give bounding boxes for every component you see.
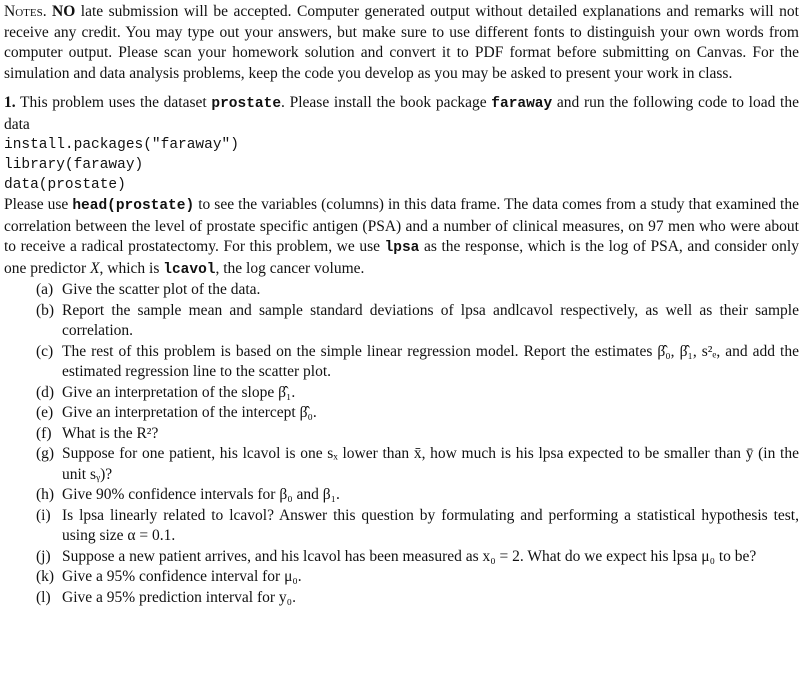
desc-text-e: , the log cancer volume. xyxy=(215,259,365,277)
item-text: Give 90% confidence intervals for β₀ and β₁. xyxy=(62,486,340,503)
problem-description xyxy=(4,195,799,280)
item-label: (a) xyxy=(36,281,54,298)
list-item xyxy=(4,301,799,342)
item-label: (l) xyxy=(36,588,51,606)
problem-number: 1. xyxy=(4,94,16,111)
dataset-name: prostate xyxy=(211,96,282,112)
intro-text-b: . Please install the book package xyxy=(281,94,492,111)
list-item xyxy=(4,280,799,301)
inline-code-lcavol: lcavol xyxy=(163,261,216,278)
code-line: library(faraway) xyxy=(4,157,144,173)
code-line: data(prostate) xyxy=(4,177,126,193)
item-text: Suppose for one patient, his lcavol is one sₓ lower than x̄, how much is his lpsa expected to be smaller than ȳ (in the unit sᵧ)? xyxy=(62,445,799,483)
item-label: (h) xyxy=(36,486,55,503)
list-item xyxy=(4,383,799,404)
predictor-variable: X xyxy=(90,259,100,277)
item-text: Give an interpretation of the slope β̂₁. xyxy=(62,383,296,401)
desc-text-d: , which is xyxy=(99,259,164,277)
item-text: Give a 95% confidence interval for μ₀. xyxy=(62,568,302,585)
desc-text-b: to see the variables (columns) in this data frame. The data comes from a study that examined the correlation between the level of prostate specific antigen (PSA) and a number of clinical measures, on 97 men who were about to receive a radical prostatectomy. For this problem, we use xyxy=(4,196,799,255)
item-text: Give an interpretation of the intercept β̂₀. xyxy=(62,404,317,421)
notes-heading: Notes. xyxy=(4,3,47,20)
item-label: (i) xyxy=(36,506,51,524)
item-text: Give the scatter plot of the data. xyxy=(62,281,261,298)
intro-text-c: and run the following code to load the data xyxy=(4,94,799,133)
desc-text-a: Please use xyxy=(4,196,73,213)
inline-code-head: head(prostate) xyxy=(72,198,195,214)
list-item xyxy=(4,444,799,485)
item-label: (j) xyxy=(36,547,51,565)
item-text: Report the sample mean and sample standard deviations of lpsa andlcavol respectively, as well as their sample correlation. xyxy=(62,301,799,339)
item-text: What is the R²? xyxy=(62,424,159,442)
intro-text-a: This problem uses the dataset xyxy=(15,94,212,111)
item-text: Give a 95% prediction interval for y₀. xyxy=(62,588,296,606)
code-line: install.packages("faraway") xyxy=(4,137,239,153)
item-label: (g) xyxy=(36,445,55,462)
list-item xyxy=(4,567,799,588)
item-text: The rest of this problem is based on the simple linear regression model. Report the estimates β̂₀, β̂₁, s²ₑ, and add the estimated regression line to the scatter plot. xyxy=(62,342,799,380)
notes-body: late submission will be accepted. Computer generated output without detailed explanations and remarks will not receive any credit. You may type out your answers, but make sure to use different fonts to distinguish your own words from computer output. Please scan your homework solution and convert it to PDF format before submitting on Canvas. For the simulation and data analysis problems, keep the code you develop as you may be asked to present your work in class. xyxy=(4,3,799,82)
item-label: (d) xyxy=(36,383,55,401)
item-label: (f) xyxy=(36,424,52,442)
list-item xyxy=(4,506,799,547)
item-label: (e) xyxy=(36,404,54,421)
item-label: (b) xyxy=(36,301,55,319)
problem-intro xyxy=(4,93,799,135)
item-text: Suppose a new patient arrives, and his lcavol has been measured as x₀ = 2. What do we expect his lpsa μ₀ to be? xyxy=(62,547,757,565)
notes-paragraph xyxy=(4,2,799,84)
package-name: faraway xyxy=(491,96,553,112)
list-item xyxy=(4,342,799,383)
notes-emphasis: NO xyxy=(52,3,76,20)
item-text: Is lpsa linearly related to lcavol? Answer this question by formulating and performing a statistical hypothesis test, using size α = 0.1. xyxy=(62,506,799,544)
code-block xyxy=(4,135,799,195)
question-list xyxy=(4,280,799,608)
item-label: (k) xyxy=(36,568,55,585)
list-item xyxy=(4,485,799,506)
item-label: (c) xyxy=(36,342,54,360)
list-item xyxy=(4,588,799,609)
desc-text-c: as the response, which is the log of PSA, and consider only one predictor xyxy=(4,238,799,277)
list-item xyxy=(4,403,799,424)
inline-code-lpsa: lpsa xyxy=(384,240,420,256)
list-item xyxy=(4,547,799,568)
list-item xyxy=(4,424,799,445)
